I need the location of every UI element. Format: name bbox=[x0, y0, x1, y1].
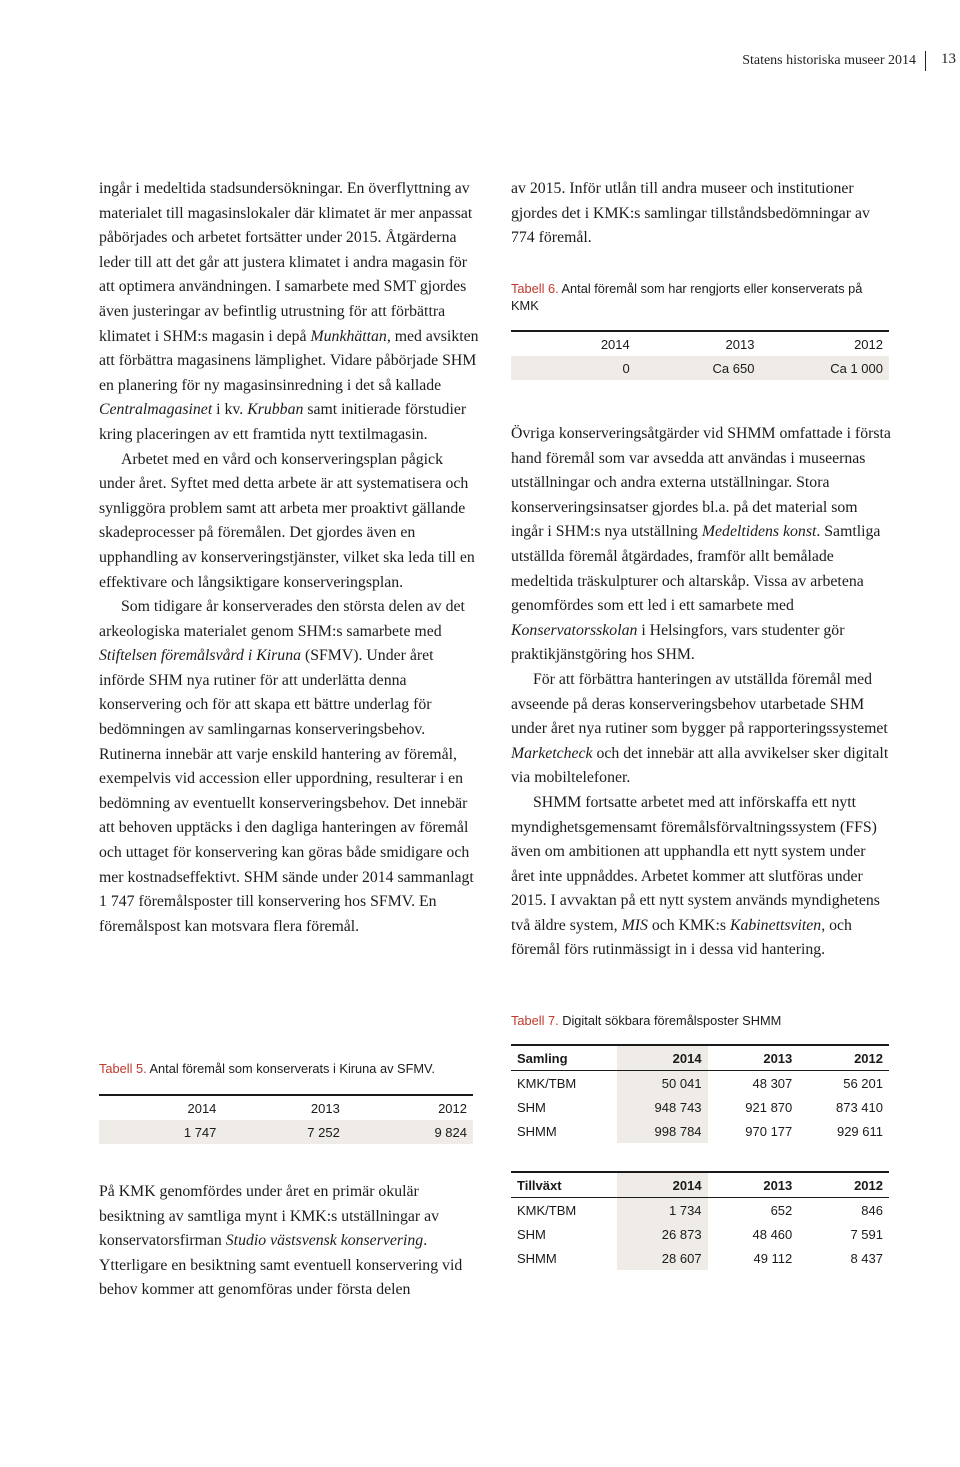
table-cell: 929 611 bbox=[836, 1123, 883, 1139]
table-row bbox=[511, 1119, 889, 1143]
table7-header-cell: 2012 bbox=[798, 1172, 889, 1198]
table-cell: 652 bbox=[770, 1202, 793, 1218]
table6-label: Tabell 6. bbox=[511, 281, 559, 296]
table5-header-cell: 2013 bbox=[310, 1100, 340, 1116]
table7-tillvaxt-header-row bbox=[511, 1172, 889, 1198]
page-header bbox=[0, 51, 960, 73]
table-row bbox=[511, 1095, 889, 1119]
header-divider bbox=[925, 51, 926, 71]
table-cell: 49 112 bbox=[753, 1250, 793, 1266]
left-column-text bbox=[99, 177, 481, 939]
table5-header-cell: 2012 bbox=[438, 1100, 467, 1116]
table7-header-cell: 2014 bbox=[617, 1172, 708, 1198]
table-cell: 48 460 bbox=[752, 1226, 793, 1242]
table5-header-cell: 2014 bbox=[187, 1100, 217, 1116]
table5-caption: Tabell 5. Antal föremål som konserverats i Kiruna av SFMV. bbox=[99, 1061, 435, 1076]
table7-caption: Tabell 7. Digitalt sökbara föremålsposter SHMM bbox=[511, 1013, 782, 1028]
table7-samling-header-row bbox=[511, 1045, 889, 1071]
left-paragraph-4: På KMK genomfördes under året en primär okulär besiktning av samtliga mynt i KMK:s utställningar av konservatorsfirman Studio västsvensk konservering. Ytterligare en besiktning samt eventuell konservering vid behov kommer att genomföras under första delen bbox=[99, 1183, 463, 1299]
table6-cell: Ca 650 bbox=[712, 360, 755, 376]
left-paragraph-2: Arbetet med en vård och konserveringsplan pågick under året. Syftet med detta arbete är att systematisera och synliggöra problem samt att arbeta mer proaktivt gällande skadeprocesser på föremålen. Det gjordes även en upphandling av konserveringstjänster, vilket ska leda till en effektivare och långsiktigare konserveringsplan. bbox=[99, 450, 475, 591]
table-row bbox=[511, 1198, 889, 1223]
table-row bbox=[511, 1222, 889, 1246]
right-paragraph-3: För att förbättra hanteringen av utställda föremål med avseende på deras konserveringsbehov utarbetade SHM under året nya rutiner som bygger på rapporteringssystemet Marketcheck och det innebär att alla avvikelser sker digitalt via mobiltelefoner. bbox=[511, 670, 889, 787]
right-paragraph-4: SHMM fortsatte arbetet med att införskaffa ett nytt myndighetsgemensamt föremålsförvaltningssystem (FFS) även om ambitionen att upphandla ett nytt system under året inte uppnåddes. Arbetet kommer att slutföras under 2015. I avvaktan på ett nytt system används myndighetens två äldre system, MIS och KMK:s Kabinettsviten, och föremål förs rutinmässigt in i dessa vid hantering. bbox=[511, 793, 880, 959]
table6-header-cell: 2012 bbox=[854, 336, 883, 352]
publication-title: Statens historiska museer 2014 bbox=[742, 53, 916, 68]
table-cell: 846 bbox=[861, 1202, 883, 1218]
right-paragraph-2: Övriga konserveringsåtgärder vid SHMM omfattade i första hand föremål som var avsedda att användas i museernas utställningar och andra externa utställningar. Stora konserveringsinsatser gjordes bl.a. på det material som ingår i SHM:s nya utställning Medeltidens konst. Samtliga utställda föremål åtgärdades, framför allt bemålade medeltida träskulpturer och altarskåp. Vissa av arbetena genomfördes som ett led i ett samarbete med Konservatorsskolan i Helsingfors, vars studenter gör praktikjänstgöring hos SHM. bbox=[511, 425, 891, 664]
table-cell: 8 437 bbox=[850, 1250, 883, 1266]
table6-row bbox=[511, 356, 889, 380]
table7-samling bbox=[511, 1044, 889, 1143]
left-paragraph-3: Som tidigare år konserverades den största delen av det arkeologiska materialet genom SHM:s samarbete med Stiftelsen föremålsvård i Kiruna (SFMV). Under året införde SHM nya rutiner för att underlätta denna konservering och för att skapa ett bättre underlag för bedömningen av samlingarnas konserveringsbehov. Rutinerna innebär att varje enskild hantering av föremål, exempelvis vid accession eller uppordning, resulterar i en bedömning av eventuellt konserveringsbehov. Det innebär att behoven upptäcks i den dagliga hanteringen av föremål och uttaget för konservering kan göras både smidigare och mer kostnadseffektivt. SHM sände under 2014 sammanlagt 1 747 föremålsposter till konservering hos SFMV. En föremålspost kan motsvara flera föremål. bbox=[99, 598, 474, 935]
table-cell: SHMM bbox=[517, 1250, 557, 1266]
table5-cell: 9 824 bbox=[434, 1124, 467, 1140]
table-row bbox=[511, 1071, 889, 1096]
table-cell: 56 201 bbox=[843, 1075, 883, 1091]
page-number: 13 bbox=[941, 51, 956, 67]
table5-header-row bbox=[99, 1095, 473, 1120]
table7-header-cell: 2012 bbox=[798, 1045, 889, 1071]
table-cell: 28 607 bbox=[617, 1246, 708, 1270]
table5-row bbox=[99, 1120, 473, 1144]
table-cell: 970 177 bbox=[745, 1123, 793, 1139]
right-column-text-top bbox=[511, 177, 891, 251]
right-column-text bbox=[511, 422, 891, 963]
table6-cell: 0 bbox=[622, 360, 630, 376]
table-cell: 48 307 bbox=[752, 1075, 793, 1091]
table-cell: 1 734 bbox=[617, 1198, 708, 1223]
table-cell: SHM bbox=[517, 1099, 546, 1115]
left-paragraph-1: ingår i medeltida stadsundersökningar. En överflyttning av materialet till magasinslokaler där klimatet är mer anpassat påbörjades och arbetet fortsätter under 2015. Åtgärderna leder till att det går att justera klimatet i andra magasin för att optimera användningen. I samarbete med SMT gjordes även justeringar av befintlig utrustning för att förbättra klimatet i SHM:s magasin i depå Munkhättan, med avsikten att förbättra magasinens lämplighet. Vidare påbörjade SHM en planering för ny magasinsinredning i det så kallade Centralmagasinet i kv. Krubban samt initierade förstudier kring placeringen av ett framtida nytt textilmagasin. bbox=[99, 180, 479, 443]
table-cell: 948 743 bbox=[617, 1095, 708, 1119]
table7-header-cell: 2013 bbox=[708, 1172, 799, 1198]
table-cell: KMK/TBM bbox=[517, 1075, 577, 1091]
table-cell: KMK/TBM bbox=[517, 1202, 577, 1218]
table-cell: 921 870 bbox=[745, 1099, 793, 1115]
table6 bbox=[511, 330, 889, 380]
table7-header-cell: 2014 bbox=[617, 1045, 708, 1071]
table7-header-cell: Tillväxt bbox=[511, 1172, 617, 1198]
table7-header-cell: 2013 bbox=[708, 1045, 799, 1071]
table-cell: 873 410 bbox=[836, 1099, 883, 1115]
table-cell: 26 873 bbox=[617, 1222, 708, 1246]
table5-cell: 1 747 bbox=[183, 1124, 217, 1140]
table-cell: SHM bbox=[517, 1226, 546, 1242]
table7-label: Tabell 7. bbox=[511, 1013, 559, 1028]
table6-header-row bbox=[511, 331, 889, 356]
table5-cell: 7 252 bbox=[307, 1124, 340, 1140]
table5 bbox=[99, 1094, 473, 1144]
table-cell: 998 784 bbox=[617, 1119, 708, 1143]
table6-header-cell: 2014 bbox=[600, 336, 630, 352]
table-cell: 50 041 bbox=[617, 1071, 708, 1096]
table5-label: Tabell 5. bbox=[99, 1061, 147, 1076]
right-paragraph-1: av 2015. Inför utlån till andra museer och institutioner gjordes det i KMK:s samlingar tillståndsbedömningar av 774 föremål. bbox=[511, 180, 870, 247]
table6-header-cell: 2013 bbox=[725, 336, 755, 352]
table-row bbox=[511, 1246, 889, 1270]
table6-cell: Ca 1 000 bbox=[830, 360, 883, 376]
table7-header-cell: Samling bbox=[511, 1045, 617, 1071]
table-cell: SHMM bbox=[517, 1123, 557, 1139]
left-column-text-bottom bbox=[99, 1180, 481, 1303]
table7-tillvaxt bbox=[511, 1171, 889, 1270]
table6-caption: Tabell 6. Antal föremål som har rengjorts eller konserverats på KMK bbox=[511, 281, 863, 313]
table-cell: 7 591 bbox=[850, 1226, 883, 1242]
